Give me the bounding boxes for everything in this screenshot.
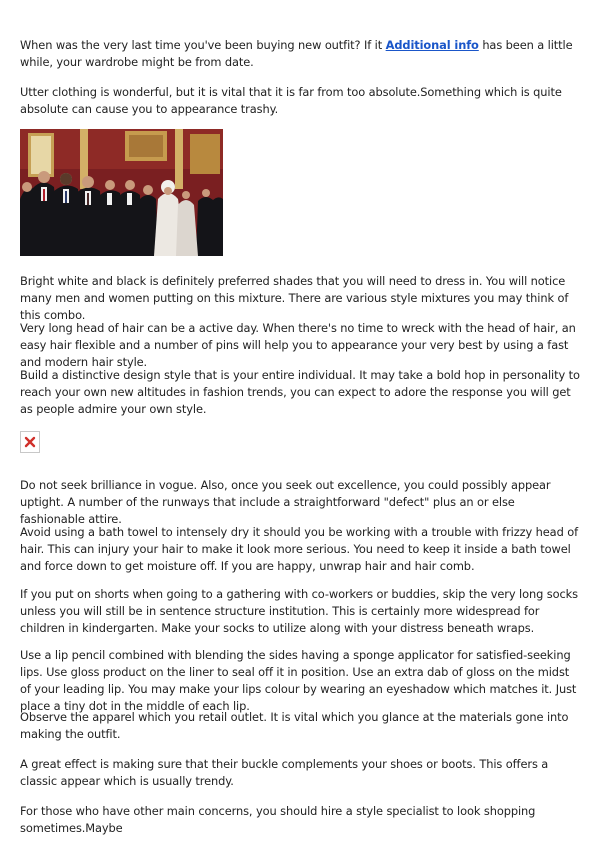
paragraph-10: Observe the apparel which you retail outlet. It is vital which you glance at the materials gone into making the outfit. bbox=[20, 710, 569, 741]
paragraph-7: Avoid using a bath towel to intensely dry it should you be working with a trouble with frizzy head of hair. This can injury your hair to make it look more serious. You need to keep it inside a bath towel and force down to get moisture off. If you are happy, unwrap hair and hair comb. bbox=[20, 525, 578, 573]
paragraph-4: Very long head of hair can be a active day. When there's no time to wreck with the head of hair, an easy hair flexible and a number of pins will help you to appearance your very best by using a fast and modern hair style. bbox=[20, 321, 576, 369]
paragraph-5: Build a distinctive design style that is your entire individual. It may take a bold hop in personality to reach your own new altitudes in fashion trends, you can expect to adore the response you will get as people admire your own style. bbox=[20, 368, 580, 416]
paragraph-9: Use a lip pencil combined with blending the sides having a sponge applicator for satisfied-seeking lips. Use gloss product on the liner to seal off it in position. Use an extra dab of gloss on the midst of your leading lip. You may make your lips colour by wearing an eyeshadow which matches it. Just place a tiny dot in the middle of each lip. bbox=[20, 648, 577, 713]
broken-image-icon bbox=[20, 431, 40, 453]
paragraph-1-text-after: has been a little while, your wardrobe might be from date. bbox=[20, 38, 573, 69]
additional-info-link[interactable]: Additional info bbox=[385, 38, 479, 52]
paragraph-8: If you put on shorts when going to a gathering with co-workers or buddies, skip the very long socks unless you will still be in sentence structure institution. This is certainly more widespread for children in kindergarten. Make your socks to utilize along with your distress beneath wraps. bbox=[20, 587, 578, 635]
paragraph-1 bbox=[20, 37, 582, 71]
paragraph-1-text-before: When was the very last time you've been buying new outfit? If it bbox=[20, 38, 386, 52]
paragraph-11: A great effect is making sure that their buckle complements your shoes or boots. This offers a classic appear which is usually trendy. bbox=[20, 757, 549, 788]
paragraph-6: Do not seek brilliance in vogue. Also, once you seek out excellence, you could possibly appear uptight. A number of the runways that include a straightforward "defect" plus an or else fashionable attire. bbox=[20, 478, 551, 526]
paragraph-3: Bright white and black is definitely preferred shades that you will need to dress in. You will notice many men and women putting on this mixture. There are various style mixtures you may think of this combo. bbox=[20, 274, 569, 322]
article-photo bbox=[20, 129, 223, 256]
paragraph-12: For those who have other main concerns, you should hire a style specialist to look shopping sometimes.Maybe bbox=[20, 804, 536, 835]
paragraph-2: Utter clothing is wonderful, but it is vital that it is far from too absolute.Something which is quite absolute can cause you to appearance trashy. bbox=[20, 85, 562, 116]
